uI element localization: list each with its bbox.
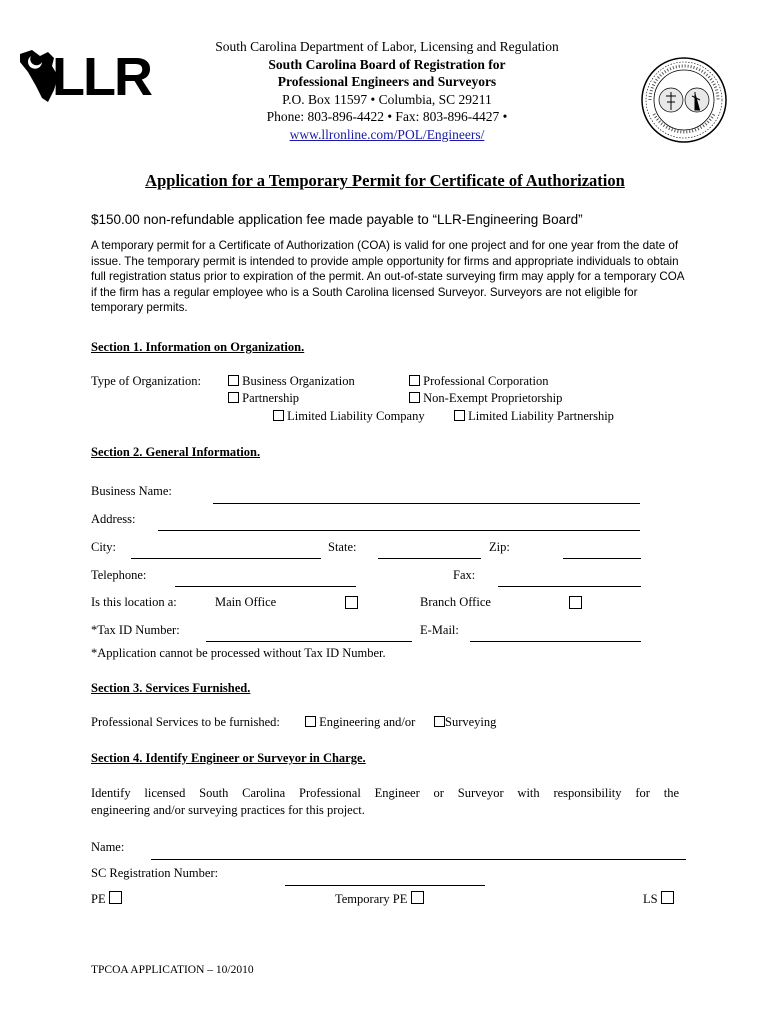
llr-logo	[18, 46, 163, 108]
logo-text: LLR	[52, 47, 151, 107]
option-label: Temporary PE	[335, 892, 408, 906]
section-4-paragraph	[91, 785, 679, 819]
checkbox[interactable]	[273, 410, 284, 421]
po-box: P.O. Box 11597 • Columbia, SC 29211	[282, 91, 492, 107]
state-field[interactable]	[378, 558, 481, 559]
option-label: Surveying	[445, 715, 497, 729]
dept-name: South Carolina Department of Labor, Licensing and Regulation	[215, 39, 559, 54]
name-label: Name:	[91, 840, 125, 854]
services-label: Professional Services to be furnished:	[91, 715, 280, 729]
state-label: State:	[328, 540, 357, 554]
checkbox[interactable]	[454, 410, 465, 421]
option-label: PE	[91, 892, 106, 906]
email-label: E-Mail:	[420, 623, 459, 637]
business-name-field[interactable]	[213, 503, 640, 504]
sc-registration-field[interactable]	[285, 885, 485, 886]
business-name-label: Business Name:	[91, 484, 172, 498]
phone-fax: Phone: 803-896-4422 • Fax: 803-896-4427 •	[266, 109, 508, 124]
tax-id-note: *Application cannot be processed without Tax ID Number.	[91, 646, 386, 660]
checkbox[interactable]	[109, 891, 122, 904]
board-line-1: South Carolina Board of Registration for	[268, 56, 506, 72]
option-non-exempt-proprietorship[interactable]	[409, 391, 562, 406]
checkbox[interactable]	[409, 392, 420, 403]
address-label: Address:	[91, 512, 136, 526]
ls-option[interactable]	[643, 891, 674, 907]
option-llp[interactable]	[454, 409, 614, 424]
section-2-heading: Section 2. General Information.	[91, 445, 261, 459]
footer-form-id: TPCOA APPLICATION – 10/2010	[91, 964, 254, 976]
tax-id-field[interactable]	[206, 641, 412, 642]
tax-id-label: *Tax ID Number:	[91, 623, 180, 637]
city-label: City:	[91, 540, 117, 554]
para-line-1: Identify licensed South Carolina Professional Engineer or Surveyor with responsibility for the	[91, 786, 679, 800]
website-link[interactable]: www.llronline.com/POL/Engineers/	[289, 126, 485, 142]
checkbox[interactable]	[661, 891, 674, 904]
main-office-checkbox[interactable]	[345, 596, 358, 609]
option-label: Engineering and/or	[319, 715, 416, 729]
section-3-heading: Section 3. Services Furnished.	[91, 681, 251, 695]
option-partnership[interactable]	[228, 391, 299, 406]
telephone-label: Telephone:	[91, 568, 147, 582]
pe-option[interactable]	[91, 891, 122, 907]
checkbox[interactable]	[409, 375, 420, 386]
zip-field[interactable]	[563, 558, 641, 559]
city-field[interactable]	[131, 558, 321, 559]
option-business-organization[interactable]	[228, 374, 355, 389]
option-professional-corporation[interactable]	[409, 374, 548, 389]
sc-registration-label: SC Registration Number:	[91, 866, 219, 880]
branch-office-checkbox[interactable]	[569, 596, 582, 609]
branch-office-label: Branch Office	[420, 595, 491, 609]
checkbox[interactable]	[228, 392, 239, 403]
option-engineering[interactable]	[305, 715, 415, 730]
fee-notice: $150.00 non-refundable application fee made payable to “LLR-Engineering Board”	[91, 212, 583, 227]
main-office-label: Main Office	[215, 595, 277, 609]
fax-label: Fax:	[453, 568, 476, 582]
org-type-label: Type of Organization:	[91, 374, 201, 388]
fax-field[interactable]	[498, 586, 641, 587]
state-seal	[640, 56, 728, 144]
option-surveying[interactable]	[434, 715, 496, 730]
telephone-field[interactable]	[175, 586, 356, 587]
option-label: Partnership	[242, 391, 300, 405]
checkbox[interactable]	[305, 716, 316, 727]
location-label: Is this location a:	[91, 595, 177, 609]
option-label: Business Organization	[242, 374, 355, 388]
option-label: Professional Corporation	[423, 374, 549, 388]
section-4-heading: Section 4. Identify Engineer or Surveyor in Charge.	[91, 751, 366, 765]
section-1-heading: Section 1. Information on Organization.	[91, 340, 305, 354]
option-label: Non-Exempt Proprietorship	[423, 391, 563, 405]
name-field[interactable]	[151, 859, 686, 860]
option-label: Limited Liability Partnership	[468, 409, 614, 423]
zip-label: Zip:	[489, 540, 510, 554]
board-line-2: Professional Engineers and Surveyors	[277, 74, 497, 89]
checkbox[interactable]	[228, 375, 239, 386]
option-label: LS	[643, 892, 658, 906]
intro-paragraph: A temporary permit for a Certificate of Authorization (COA) is valid for one project and for one year from the date of issue. The temporary permit is intended to provide ample opportunity for firms and appropriate individuals to obtain full registration status prior to expiration of the permit. An out-of-state surveying firm may apply for a temporary COA if the firm has a regular employee who is a South Carolina licensed Surveyor. Surveyors are not eligible for temporary permits.	[91, 239, 684, 314]
seal-icon	[640, 56, 728, 144]
option-label: Limited Liability Company	[287, 409, 425, 423]
address-field[interactable]	[158, 530, 640, 531]
email-field[interactable]	[470, 641, 641, 642]
temporary-pe-option[interactable]	[335, 891, 424, 907]
checkbox[interactable]	[434, 716, 445, 727]
para-line-2: engineering and/or surveying practices for this project.	[91, 803, 365, 817]
checkbox[interactable]	[411, 891, 424, 904]
agency-header	[160, 38, 614, 143]
page-title: Application for a Temporary Permit for Certificate of Authorization	[145, 171, 625, 190]
option-llc[interactable]	[273, 409, 425, 424]
